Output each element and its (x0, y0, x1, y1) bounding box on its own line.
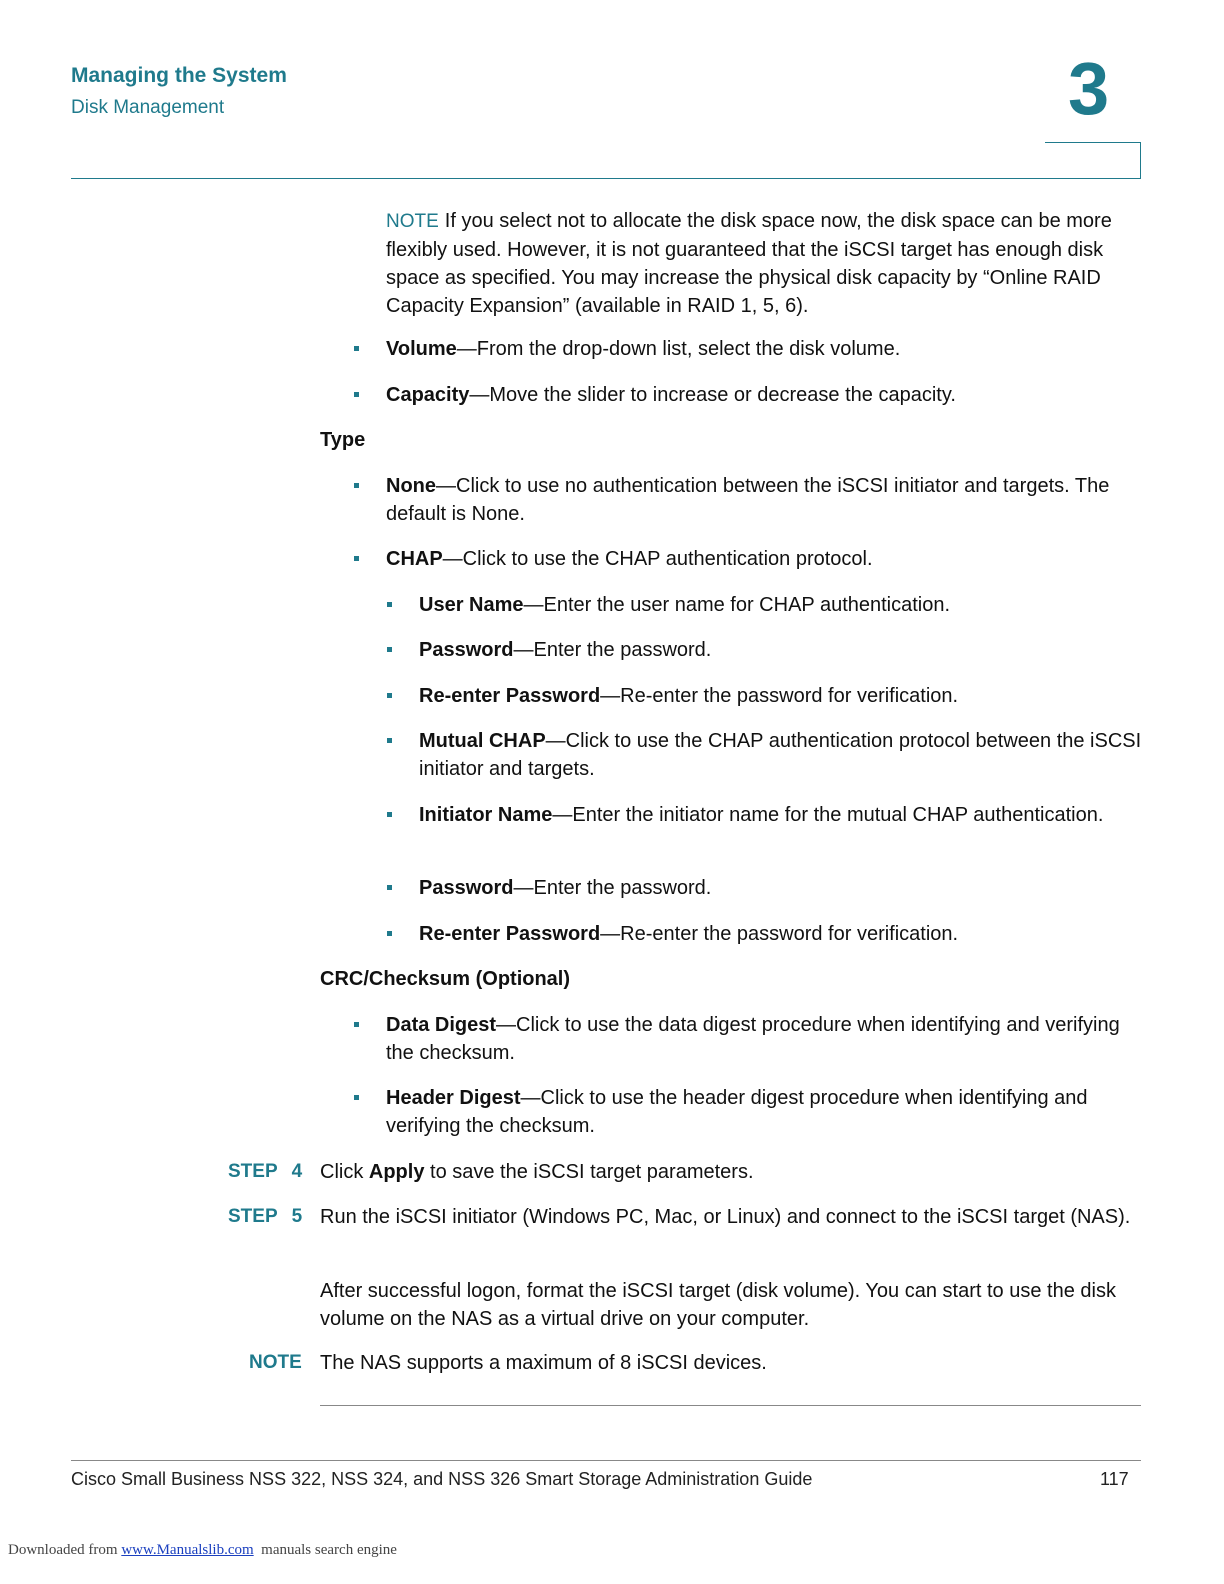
bullet-text: —Enter the initiator name for the mutual CHAP authentication. (552, 804, 1104, 826)
note-top-label: NOTE (386, 211, 439, 232)
bullet-text: —Re-enter the password for verification. (600, 685, 959, 707)
bullet-icon (354, 483, 359, 488)
list-item (386, 335, 1146, 363)
note-top-text: If you select not to allocate the disk space now, the disk space can be more flexibly used. However, it is not guaranteed that the iSCSI target has enough disk space as specified. You may increase the physical disk capacity by “Online RAID Capacity Expansion” (available in RAID 1, 5, 6). (386, 210, 1112, 317)
step-5-label (228, 1203, 302, 1231)
bullet-term: None (386, 475, 436, 497)
list-item (419, 727, 1146, 783)
download-prefix: Downloaded from (8, 1542, 122, 1558)
step-4-text (320, 1158, 1146, 1186)
bullet-term: Capacity (386, 384, 470, 406)
bullet-icon (387, 812, 392, 817)
bullet-icon (387, 885, 392, 890)
bullet-icon (387, 693, 392, 698)
bullet-icon (354, 346, 359, 351)
list-item (419, 682, 1146, 710)
bullet-term: Initiator Name (419, 804, 553, 826)
chapter-number-frame (1045, 142, 1141, 179)
list-item (419, 801, 1146, 829)
list-item (419, 920, 1146, 948)
manualslib-link[interactable]: www.Manualslib.com (121, 1542, 254, 1558)
list-item (419, 874, 1146, 902)
download-suffix: manuals search engine (253, 1542, 397, 1558)
step-number: 5 (291, 1206, 303, 1227)
section-title: Disk Management (71, 97, 225, 118)
chapter-title: Managing the System (71, 64, 287, 87)
bullet-icon (387, 738, 392, 743)
bullet-term: User Name (419, 594, 524, 616)
bullet-icon (354, 1095, 359, 1100)
footer-guide-title: Cisco Small Business NSS 322, NSS 324, and NSS 326 Smart Storage Administration Guide (71, 1469, 813, 1489)
list-item (386, 381, 1146, 409)
bullet-icon (387, 602, 392, 607)
step-5-text: Run the iSCSI initiator (Windows PC, Mac, or Linux) and connect to the iSCSI target (NAS). (320, 1206, 1131, 1228)
apply-term: Apply (368, 1161, 425, 1183)
note-bottom-label: NOTE (249, 1352, 302, 1373)
footer-page-number: 117 (1100, 1469, 1129, 1489)
list-item (419, 591, 1146, 619)
bullet-text: —Click to use the CHAP authentication protocol between the iSCSI initiator and targets. (419, 730, 1142, 780)
bullet-text: —Click to use the header digest procedure when identifying and verifying the checksum. (386, 1087, 1088, 1137)
step-4-label (228, 1158, 302, 1186)
list-item (386, 472, 1146, 528)
bullet-icon (354, 392, 359, 397)
bullet-text: —From the drop-down list, select the disk volume. (456, 338, 901, 360)
type-heading: Type (320, 429, 366, 451)
step-text-post: to save the iSCSI target parameters. (424, 1161, 754, 1183)
bullet-icon (354, 556, 359, 561)
bullet-text: —Click to use the CHAP authentication protocol. (442, 548, 873, 570)
bullet-term: Re-enter Password (419, 923, 601, 945)
note-top (386, 207, 1146, 320)
list-item (386, 545, 1146, 573)
bullet-term: Volume (386, 338, 457, 360)
bullet-text: —Enter the password. (513, 639, 712, 661)
step-label-text: STEP (228, 1206, 278, 1227)
step-number: 4 (291, 1161, 303, 1182)
section-end-divider (320, 1405, 1141, 1406)
footer-divider (71, 1460, 1141, 1461)
step-label-text: STEP (228, 1161, 278, 1182)
bullet-text: —Enter the password. (513, 877, 712, 899)
bullet-icon (387, 647, 392, 652)
bullet-term: Mutual CHAP (419, 730, 546, 752)
bullet-term: Password (419, 639, 514, 661)
step-5-extra: After successful logon, format the iSCSI target (disk volume). You can start to use the disk volume on the NAS as a virtual drive on your computer. (320, 1280, 1116, 1330)
bullet-text: —Move the slider to increase or decrease the capacity. (469, 384, 956, 406)
bullet-term: CHAP (386, 548, 443, 570)
bullet-term: Header Digest (386, 1087, 521, 1109)
bullet-term: Re-enter Password (419, 685, 601, 707)
note-bottom-text: The NAS supports a maximum of 8 iSCSI devices. (320, 1352, 767, 1374)
chapter-number: 3 (1068, 47, 1110, 130)
bullet-text: —Re-enter the password for verification. (600, 923, 959, 945)
crc-heading: CRC/Checksum (Optional) (320, 968, 571, 990)
header-divider (71, 178, 1141, 179)
bullet-text: —Click to use no authentication between the iSCSI initiator and targets. The default is None. (386, 475, 1110, 525)
bullet-term: Data Digest (386, 1014, 497, 1036)
bullet-icon (387, 931, 392, 936)
list-item (419, 636, 1146, 664)
step-text-pre: Click (320, 1161, 369, 1183)
download-line (8, 1542, 397, 1559)
bullet-term: Password (419, 877, 514, 899)
list-item (386, 1011, 1146, 1067)
bullet-text: —Enter the user name for CHAP authentication. (523, 594, 951, 616)
bullet-icon (354, 1022, 359, 1027)
bullet-text: —Click to use the data digest procedure when identifying and verifying the checksum. (386, 1014, 1120, 1064)
list-item (386, 1084, 1146, 1140)
